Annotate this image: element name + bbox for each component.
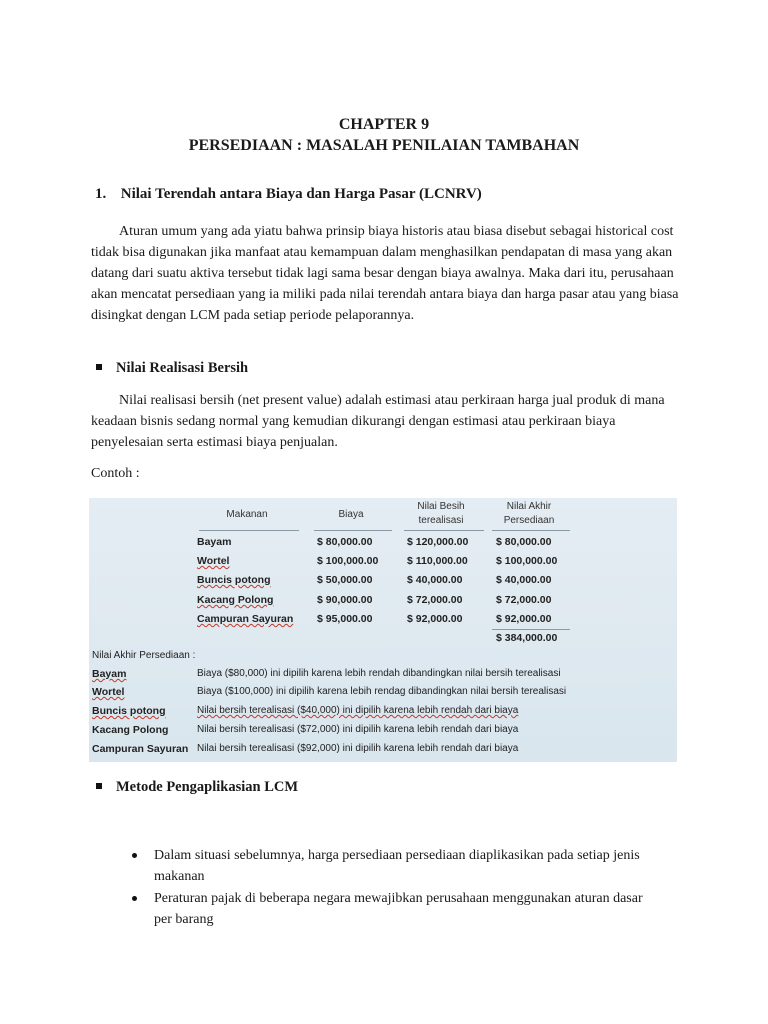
example-label: Contoh : (91, 466, 140, 481)
section-heading (95, 186, 482, 203)
list-item-text: Dalam situasi sebelumnya, harga persediaan persediaan diaplikasikan pada setiap jenis makanan (154, 848, 640, 884)
row-nilai-bersih: $ 110,000.00 (407, 555, 468, 567)
row-food: Kacang Polong (197, 594, 274, 606)
square-bullet-icon (96, 364, 102, 370)
header-nilai-akhir-line1: Nilai Akhir (506, 501, 552, 512)
row-nilai-bersih: $ 92,000.00 (407, 613, 463, 625)
header-underline (314, 530, 392, 531)
header-nilai-akhir-line2: Persediaan (503, 515, 555, 526)
header-underline (199, 530, 299, 531)
row-nilai-akhir: $ 72,000.00 (496, 594, 552, 606)
list-item (128, 845, 648, 887)
row-biaya: $ 95,000.00 (317, 613, 373, 625)
list-item-text: Peraturan pajak di beberapa negara mewajibkan perusahaan menggunakan aturan dasar per barang (154, 891, 643, 927)
subsection-title: Nilai Realisasi Bersih (116, 360, 249, 376)
list-item (128, 888, 648, 930)
bullet-dot-icon (132, 896, 137, 901)
row-biaya: $ 100,000.00 (317, 555, 379, 567)
note-food: Wortel (92, 686, 125, 698)
chapter-number: CHAPTER 9 (338, 116, 430, 133)
section-paragraph: Aturan umum yang ada yiatu bahwa prinsip biaya historis atau biasa disebut sebagai historical cost tidak bisa digunakan jika manfaat atau kemampuan dalam menghasilkan pendapatan di masa yang akan datang dari suatu aktiva tersebut tidak lagi sama besar dengan biaya awalnya. Maka dari itu, perusahaan akan mencatat persediaan yang ia miliki pada nilai terendah antara biaya dan harga pasar atau yang biasa disingkat dengan LCM pada setiap periode pelaporannya. (91, 224, 679, 323)
row-biaya: $ 50,000.00 (317, 574, 373, 586)
row-nilai-bersih: $ 120,000.00 (407, 536, 469, 548)
row-nilai-akhir: $ 100,000.00 (496, 555, 558, 567)
header-biaya: Biaya (338, 509, 364, 520)
row-biaya: $ 90,000.00 (317, 594, 373, 606)
square-bullet-icon (96, 783, 102, 789)
section-number: 1. (95, 186, 107, 202)
note-food: Kacang Polong (92, 724, 169, 736)
example-table-image (89, 498, 677, 762)
bullet-dot-icon (132, 853, 137, 858)
lcm-bullet-list (128, 845, 648, 931)
note-food: Campuran Sayuran (92, 743, 189, 755)
note-text: Biaya ($80,000) ini dipilih karena lebih rendah dibandingkan nilai bersih terealisasi (197, 668, 561, 679)
row-food: Wortel (197, 555, 230, 567)
row-food: Buncis potong (197, 574, 271, 586)
note-text: Nilai bersih terealisasi ($92,000) ini dipilih karena lebih rendah dari biaya (197, 743, 519, 754)
subsection-heading-lcm (96, 779, 298, 796)
chapter-title: PERSEDIAAN : MASALAH PENILAIAN TAMBAHAN (188, 137, 580, 154)
header-nilai-bersih-line1: Nilai Besih (417, 501, 465, 512)
row-nilai-akhir: $ 92,000.00 (496, 613, 552, 625)
note-food: Buncis potong (92, 705, 166, 717)
subsection-heading-nrv (96, 360, 248, 377)
note-text: Nilai bersih terealisasi ($40,000) ini dipilih karena lebih rendah dari biaya (197, 705, 519, 716)
total-value: $ 384,000.00 (496, 632, 558, 644)
total-underline (492, 629, 570, 630)
row-nilai-akhir: $ 40,000.00 (496, 574, 552, 586)
row-food: Campuran Sayuran (197, 613, 294, 625)
header-underline (404, 530, 484, 531)
row-food: Bayam (197, 536, 232, 548)
header-makanan: Makanan (226, 509, 268, 520)
row-nilai-bersih: $ 72,000.00 (407, 594, 463, 606)
row-biaya: $ 80,000.00 (317, 536, 373, 548)
subsection-title: Metode Pengaplikasian LCM (116, 779, 299, 795)
header-underline (492, 530, 570, 531)
note-text: Biaya ($100,000) ini dipilih karena lebih rendag dibandingkan nilai bersih terealisasi (197, 686, 567, 697)
note-text: Nilai bersih terealisasi ($72,000) ini dipilih karena lebih rendah dari biaya (197, 724, 519, 735)
nrv-paragraph: Nilai realisasi bersih (net present value) adalah estimasi atau perkiraan harga jual produk di mana keadaan bisnis sedang normal yang kemudian dikurangi dengan estimasi atau perkiraan biaya penyelesaian serta estimasi biaya penjualan. (91, 393, 665, 450)
header-nilai-bersih-line2: terealisasi (418, 515, 464, 526)
section-title: Nilai Terendah antara Biaya dan Harga Pasar (LCNRV) (120, 186, 482, 202)
note-food: Bayam (92, 668, 127, 680)
notes-title: Nilai Akhir Persediaan : (92, 650, 196, 661)
row-nilai-akhir: $ 80,000.00 (496, 536, 552, 548)
row-nilai-bersih: $ 40,000.00 (407, 574, 463, 586)
